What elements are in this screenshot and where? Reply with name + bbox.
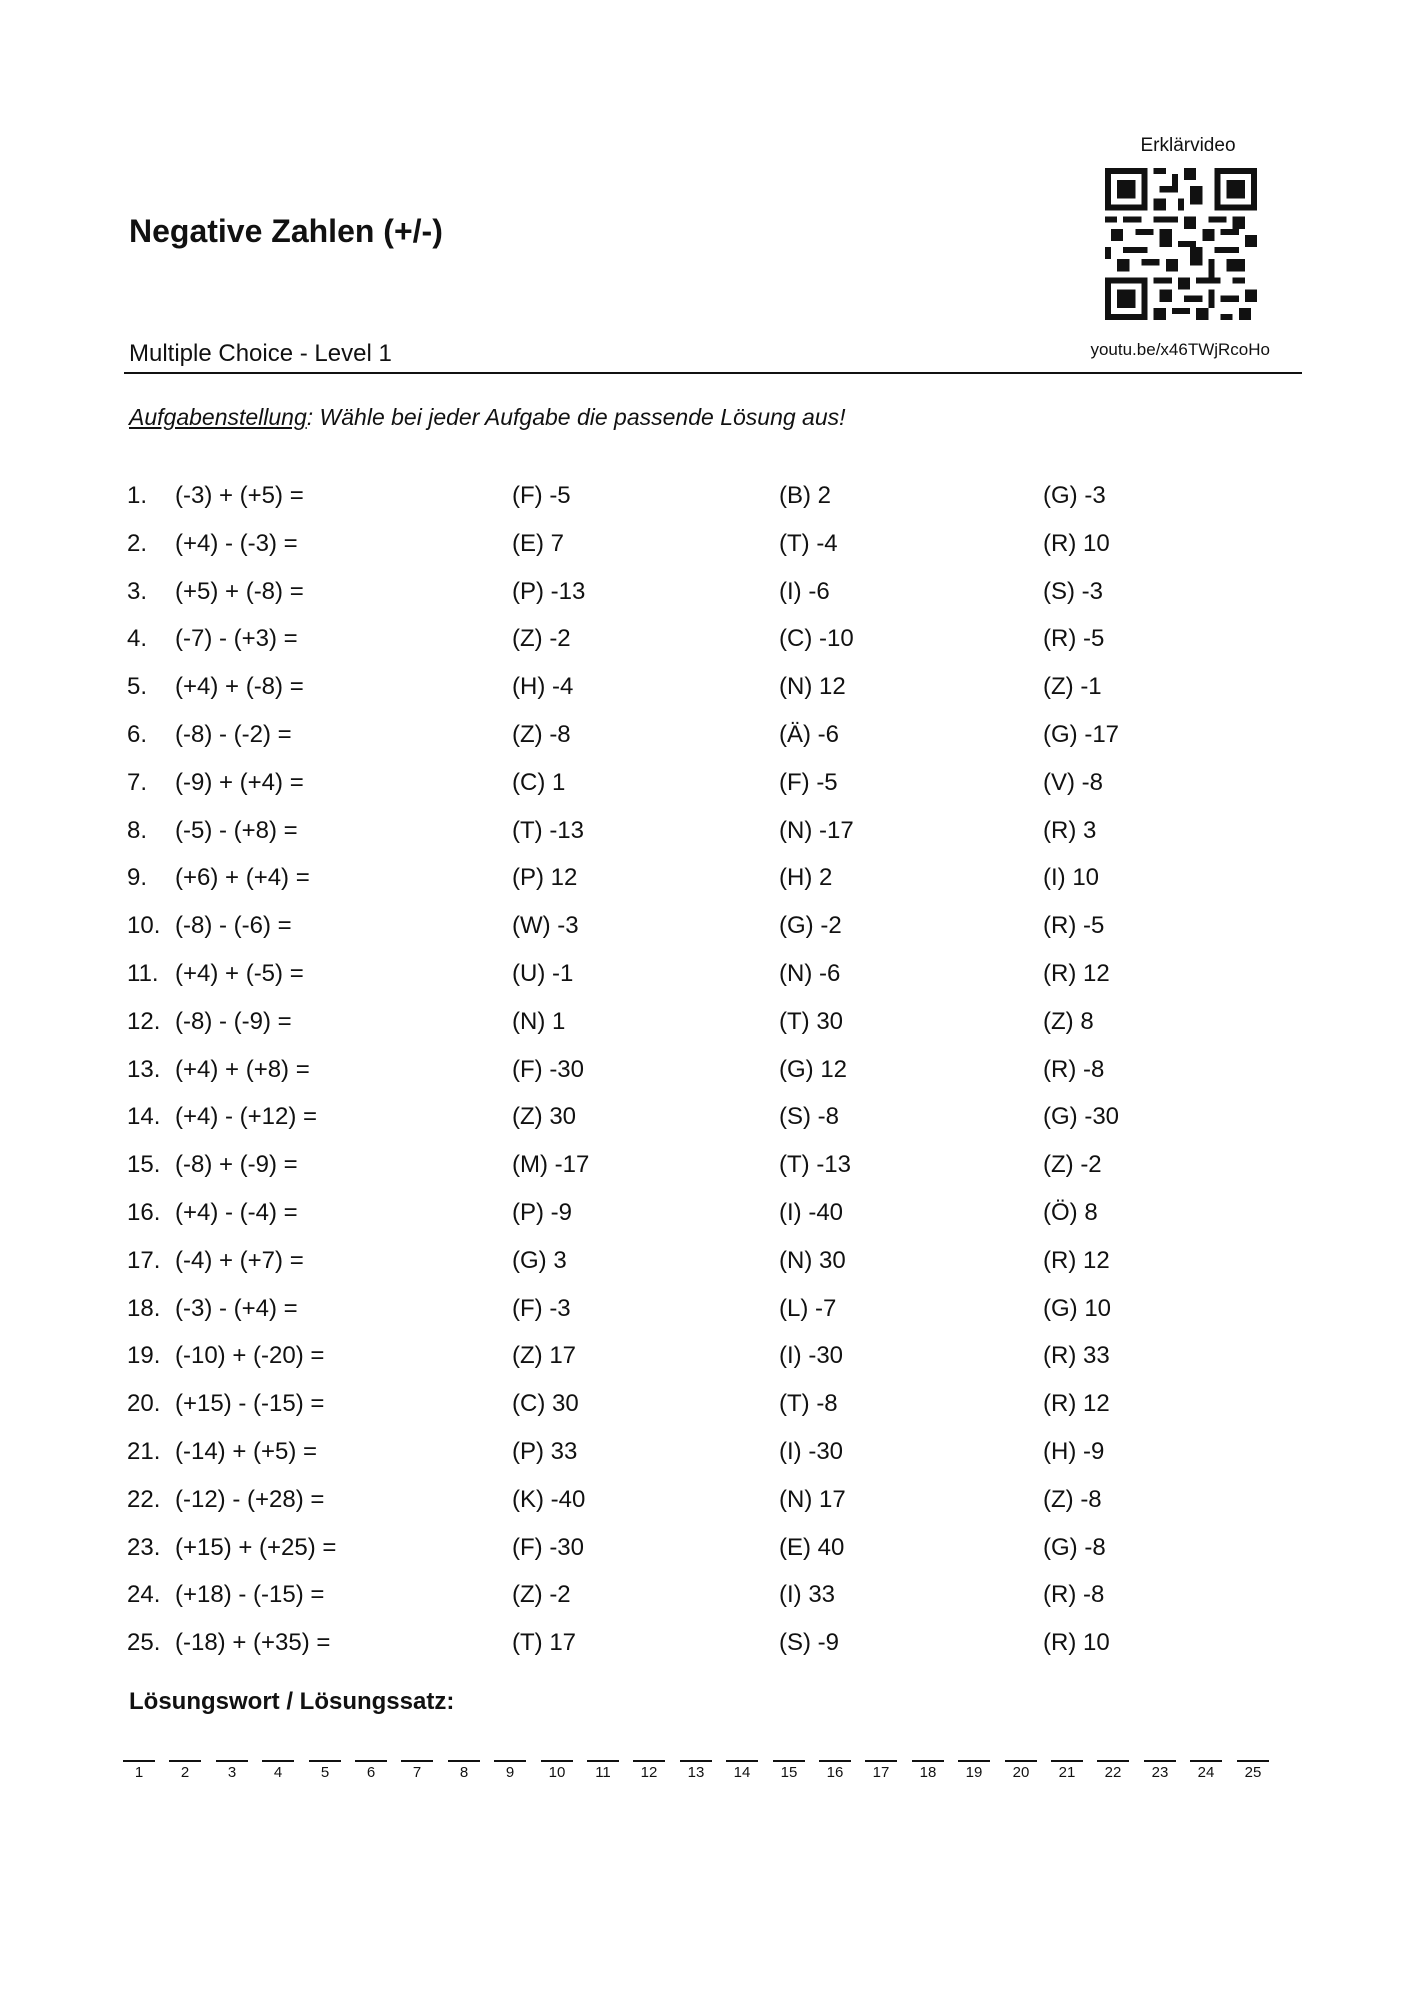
answer-option[interactable]: (F) -5 bbox=[512, 482, 571, 509]
answer-option[interactable]: (G) -30 bbox=[1043, 1103, 1120, 1130]
slot-number: 11 bbox=[595, 1764, 611, 1781]
slot-number: 10 bbox=[548, 1764, 566, 1781]
header-divider bbox=[124, 372, 1302, 374]
solution-label: Lösungswort / Lösungssatz: bbox=[129, 1688, 455, 1715]
answer-option[interactable]: (Z) -1 bbox=[1043, 673, 1102, 700]
answer-option[interactable]: (Z) 30 bbox=[512, 1103, 577, 1130]
task-expression: (-7) - (+3) = bbox=[175, 625, 298, 652]
task-number: 8. bbox=[127, 817, 148, 844]
solution-slot[interactable] bbox=[680, 1748, 712, 1782]
solution-slot[interactable] bbox=[262, 1748, 294, 1782]
task-row bbox=[0, 1336, 1414, 1376]
answer-option[interactable]: (H) 2 bbox=[779, 864, 833, 891]
slot-number: 1 bbox=[134, 1764, 144, 1781]
task-number: 19. bbox=[127, 1342, 161, 1369]
solution-slot[interactable] bbox=[355, 1748, 387, 1782]
answer-option[interactable]: (R) 3 bbox=[1043, 817, 1097, 844]
task-expression: (-9) + (+4) = bbox=[175, 769, 304, 796]
answer-option[interactable]: (N) 1 bbox=[512, 1008, 566, 1035]
answer-option[interactable]: (G) -3 bbox=[1043, 482, 1106, 509]
answer-option[interactable]: (G) -2 bbox=[779, 912, 842, 939]
answer-option[interactable]: (P) 12 bbox=[512, 864, 578, 891]
answer-option[interactable]: (E) 7 bbox=[512, 530, 565, 557]
answer-option[interactable]: (V) -8 bbox=[1043, 769, 1103, 796]
task-expression: (+4) + (-8) = bbox=[175, 673, 304, 700]
task-expression: (-5) - (+8) = bbox=[175, 817, 298, 844]
answer-option[interactable]: (N) 12 bbox=[779, 673, 846, 700]
task-expression: (+4) + (-5) = bbox=[175, 960, 304, 987]
answer-option[interactable]: (M) -17 bbox=[512, 1151, 590, 1178]
task-number: 20. bbox=[127, 1390, 161, 1417]
solution-slot[interactable] bbox=[1005, 1748, 1037, 1782]
task-number: 11. bbox=[127, 960, 159, 987]
slot-line bbox=[773, 1760, 805, 1762]
solution-slot[interactable] bbox=[865, 1748, 897, 1782]
answer-option[interactable]: (I) -30 bbox=[779, 1438, 844, 1465]
solution-slot[interactable] bbox=[448, 1748, 480, 1782]
answer-option[interactable]: (Ö) 8 bbox=[1043, 1199, 1098, 1226]
slot-number: 21 bbox=[1058, 1764, 1076, 1781]
task-number: 4. bbox=[127, 625, 148, 652]
slot-number: 23 bbox=[1151, 1764, 1169, 1781]
answer-option[interactable]: (R) 12 bbox=[1043, 960, 1110, 987]
task-number: 9. bbox=[127, 864, 148, 891]
solution-slot[interactable] bbox=[1144, 1748, 1176, 1782]
task-number: 2. bbox=[127, 530, 148, 557]
slot-number: 24 bbox=[1197, 1764, 1215, 1781]
answer-option[interactable]: (R) -5 bbox=[1043, 912, 1105, 939]
task-number: 21. bbox=[127, 1438, 161, 1465]
slot-line bbox=[726, 1760, 758, 1762]
slot-line bbox=[1144, 1760, 1176, 1762]
task-row bbox=[0, 1384, 1414, 1424]
solution-slot[interactable] bbox=[587, 1748, 619, 1782]
answer-option[interactable]: (G) 10 bbox=[1043, 1295, 1112, 1322]
answer-option[interactable]: (I) -30 bbox=[779, 1342, 844, 1369]
answer-option[interactable]: (C) -10 bbox=[779, 625, 854, 652]
answer-option[interactable]: (W) -3 bbox=[512, 912, 579, 939]
task-number: 17. bbox=[127, 1247, 161, 1274]
slot-line bbox=[633, 1760, 665, 1762]
task-row bbox=[0, 858, 1414, 898]
slot-number: 13 bbox=[687, 1764, 705, 1781]
slot-line bbox=[819, 1760, 851, 1762]
answer-option[interactable]: (P) 33 bbox=[512, 1438, 578, 1465]
task-row bbox=[0, 1145, 1414, 1185]
task-expression: (-10) + (-20) = bbox=[175, 1342, 325, 1369]
answer-option[interactable]: (R) 10 bbox=[1043, 1629, 1110, 1656]
solution-slot[interactable] bbox=[401, 1748, 433, 1782]
slot-number: 17 bbox=[872, 1764, 890, 1781]
task-expression: (-4) + (+7) = bbox=[175, 1247, 304, 1274]
instruction-label: Aufgabenstellung bbox=[129, 404, 307, 430]
slot-number: 14 bbox=[733, 1764, 751, 1781]
answer-option[interactable]: (S) -8 bbox=[779, 1103, 839, 1130]
task-row bbox=[0, 1575, 1414, 1615]
qr-code-icon[interactable] bbox=[1105, 168, 1257, 320]
slot-number: 18 bbox=[919, 1764, 937, 1781]
slot-line bbox=[1190, 1760, 1222, 1762]
task-expression: (+4) - (+12) = bbox=[175, 1103, 318, 1130]
task-row bbox=[0, 1241, 1414, 1281]
task-expression: (-12) - (+28) = bbox=[175, 1486, 325, 1513]
slot-line bbox=[912, 1760, 944, 1762]
task-number: 15. bbox=[127, 1151, 161, 1178]
slot-line bbox=[448, 1760, 480, 1762]
slot-number: 3 bbox=[227, 1764, 237, 1781]
answer-option[interactable]: (Z) 8 bbox=[1043, 1008, 1094, 1035]
slot-number: 5 bbox=[320, 1764, 330, 1781]
answer-option[interactable]: (Z) -8 bbox=[512, 721, 571, 748]
task-row bbox=[0, 476, 1414, 516]
task-row bbox=[0, 715, 1414, 755]
slot-number: 9 bbox=[505, 1764, 515, 1781]
answer-option[interactable]: (R) 12 bbox=[1043, 1390, 1110, 1417]
answer-option[interactable]: (E) 40 bbox=[779, 1534, 845, 1561]
page-title: Negative Zahlen (+/-) bbox=[129, 213, 443, 249]
task-expression: (+4) + (+8) = bbox=[175, 1056, 310, 1083]
solution-slot[interactable] bbox=[1097, 1748, 1129, 1782]
task-expression: (-8) - (-2) = bbox=[175, 721, 292, 748]
answer-option[interactable]: (C) 30 bbox=[512, 1390, 579, 1417]
slot-line bbox=[541, 1760, 573, 1762]
answer-option[interactable]: (G) -17 bbox=[1043, 721, 1120, 748]
task-row bbox=[0, 1480, 1414, 1520]
task-row bbox=[0, 811, 1414, 851]
task-row bbox=[0, 1097, 1414, 1137]
answer-option[interactable]: (P) -9 bbox=[512, 1199, 572, 1226]
answer-option[interactable]: (Z) 17 bbox=[512, 1342, 577, 1369]
task-row bbox=[0, 619, 1414, 659]
answer-option[interactable]: (Z) -2 bbox=[512, 1581, 571, 1608]
solution-slot[interactable] bbox=[216, 1748, 248, 1782]
slot-line bbox=[1005, 1760, 1037, 1762]
task-row bbox=[0, 1002, 1414, 1042]
task-row bbox=[0, 1528, 1414, 1568]
answer-option[interactable]: (R) -8 bbox=[1043, 1581, 1105, 1608]
answer-option[interactable]: (B) 2 bbox=[779, 482, 832, 509]
instruction-text: : Wähle bei jeder Aufgabe die passende Lösung aus! bbox=[306, 404, 846, 430]
solution-slot[interactable] bbox=[958, 1748, 990, 1782]
task-row bbox=[0, 1050, 1414, 1090]
answer-option[interactable]: (F) -3 bbox=[512, 1295, 571, 1322]
slot-line bbox=[123, 1760, 155, 1762]
slot-line bbox=[680, 1760, 712, 1762]
slot-number: 4 bbox=[273, 1764, 283, 1781]
slot-number: 7 bbox=[412, 1764, 422, 1781]
solution-slot[interactable] bbox=[1237, 1748, 1269, 1782]
answer-option[interactable]: (R) 10 bbox=[1043, 530, 1110, 557]
slot-line bbox=[169, 1760, 201, 1762]
task-expression: (-18) + (+35) = bbox=[175, 1629, 331, 1656]
video-link[interactable]: youtu.be/x46TWjRcoHo bbox=[1090, 340, 1270, 359]
slot-line bbox=[958, 1760, 990, 1762]
slot-line bbox=[216, 1760, 248, 1762]
instruction bbox=[129, 404, 846, 431]
task-row bbox=[0, 1289, 1414, 1329]
slot-line bbox=[355, 1760, 387, 1762]
answer-option[interactable]: (R) -5 bbox=[1043, 625, 1105, 652]
task-number: 13. bbox=[127, 1056, 161, 1083]
slot-number: 15 bbox=[780, 1764, 798, 1781]
solution-blanks bbox=[0, 1748, 1414, 1788]
solution-slot[interactable] bbox=[726, 1748, 758, 1782]
slot-number: 6 bbox=[366, 1764, 376, 1781]
task-expression: (+15) - (-15) = bbox=[175, 1390, 325, 1417]
task-expression: (+18) - (-15) = bbox=[175, 1581, 325, 1608]
task-expression: (+4) - (-4) = bbox=[175, 1199, 298, 1226]
task-expression: (+15) + (+25) = bbox=[175, 1534, 337, 1561]
task-number: 7. bbox=[127, 769, 148, 796]
answer-option[interactable]: (C) 1 bbox=[512, 769, 566, 796]
task-row bbox=[0, 1623, 1414, 1663]
solution-slot[interactable] bbox=[1190, 1748, 1222, 1782]
slot-line bbox=[1097, 1760, 1129, 1762]
answer-option[interactable]: (Z) -2 bbox=[512, 625, 571, 652]
task-expression: (-8) - (-9) = bbox=[175, 1008, 292, 1035]
answer-option[interactable]: (T) 17 bbox=[512, 1629, 577, 1656]
answer-option[interactable]: (I) 10 bbox=[1043, 864, 1100, 891]
task-number: 6. bbox=[127, 721, 148, 748]
solution-slot[interactable] bbox=[912, 1748, 944, 1782]
solution-slot[interactable] bbox=[494, 1748, 526, 1782]
task-expression: (-14) + (+5) = bbox=[175, 1438, 318, 1465]
slot-line bbox=[494, 1760, 526, 1762]
page-subtitle: Multiple Choice - Level 1 bbox=[129, 340, 392, 367]
answer-option[interactable]: (F) -30 bbox=[512, 1056, 584, 1083]
slot-number: 8 bbox=[459, 1764, 469, 1781]
answer-option[interactable]: (N) -6 bbox=[779, 960, 841, 987]
answer-option[interactable]: (F) -5 bbox=[779, 769, 838, 796]
answer-option[interactable]: (Ä) -6 bbox=[779, 721, 839, 748]
task-row bbox=[0, 906, 1414, 946]
answer-option[interactable]: (L) -7 bbox=[779, 1295, 837, 1322]
answer-option[interactable]: (I) -40 bbox=[779, 1199, 844, 1226]
task-expression: (+6) + (+4) = bbox=[175, 864, 310, 891]
task-row bbox=[0, 1432, 1414, 1472]
answer-option[interactable]: (F) -30 bbox=[512, 1534, 584, 1561]
slot-line bbox=[1051, 1760, 1083, 1762]
solution-slot[interactable] bbox=[633, 1748, 665, 1782]
task-row bbox=[0, 524, 1414, 564]
solution-slot[interactable] bbox=[309, 1748, 341, 1782]
answer-option[interactable]: (H) -9 bbox=[1043, 1438, 1105, 1465]
answer-option[interactable]: (K) -40 bbox=[512, 1486, 586, 1513]
task-row bbox=[0, 572, 1414, 612]
solution-slot[interactable] bbox=[541, 1748, 573, 1782]
answer-option[interactable]: (I) -6 bbox=[779, 578, 830, 605]
answer-option[interactable]: (T) -13 bbox=[512, 817, 584, 844]
slot-line bbox=[1237, 1760, 1269, 1762]
answer-option[interactable]: (R) 33 bbox=[1043, 1342, 1110, 1369]
slot-line bbox=[587, 1760, 619, 1762]
slot-line bbox=[262, 1760, 294, 1762]
task-number: 1. bbox=[127, 482, 148, 509]
task-number: 10. bbox=[127, 912, 161, 939]
answer-option[interactable]: (Z) -8 bbox=[1043, 1486, 1102, 1513]
solution-slot[interactable] bbox=[819, 1748, 851, 1782]
answer-option[interactable]: (R) 12 bbox=[1043, 1247, 1110, 1274]
answer-option[interactable]: (G) 3 bbox=[512, 1247, 567, 1274]
task-expression: (-8) + (-9) = bbox=[175, 1151, 298, 1178]
answer-option[interactable]: (S) -3 bbox=[1043, 578, 1103, 605]
task-number: 18. bbox=[127, 1295, 161, 1322]
task-number: 22. bbox=[127, 1486, 161, 1513]
solution-slot[interactable] bbox=[1051, 1748, 1083, 1782]
answer-option[interactable]: (H) -4 bbox=[512, 673, 574, 700]
answer-option[interactable]: (T) 30 bbox=[779, 1008, 844, 1035]
slot-number: 22 bbox=[1104, 1764, 1122, 1781]
slot-line bbox=[865, 1760, 897, 1762]
answer-option[interactable]: (N) 30 bbox=[779, 1247, 846, 1274]
qr-caption: Erklärvideo bbox=[1140, 135, 1236, 156]
task-row bbox=[0, 954, 1414, 994]
solution-slot[interactable] bbox=[169, 1748, 201, 1782]
answer-option[interactable]: (S) -9 bbox=[779, 1629, 839, 1656]
task-number: 23. bbox=[127, 1534, 161, 1561]
slot-number: 19 bbox=[965, 1764, 983, 1781]
task-expression: (-3) + (+5) = bbox=[175, 482, 304, 509]
solution-slot[interactable] bbox=[123, 1748, 155, 1782]
slot-number: 16 bbox=[826, 1764, 844, 1781]
answer-option[interactable]: (N) -17 bbox=[779, 817, 854, 844]
answer-option[interactable]: (Z) -2 bbox=[1043, 1151, 1102, 1178]
task-row bbox=[0, 763, 1414, 803]
slot-number: 2 bbox=[180, 1764, 190, 1781]
task-number: 14. bbox=[127, 1103, 161, 1130]
slot-number: 20 bbox=[1012, 1764, 1030, 1781]
answer-option[interactable]: (T) -13 bbox=[779, 1151, 851, 1178]
answer-option[interactable]: (R) -8 bbox=[1043, 1056, 1105, 1083]
answer-option[interactable]: (G) -8 bbox=[1043, 1534, 1106, 1561]
answer-option[interactable]: (G) 12 bbox=[779, 1056, 848, 1083]
task-expression: (-3) - (+4) = bbox=[175, 1295, 298, 1322]
task-number: 16. bbox=[127, 1199, 161, 1226]
task-number: 5. bbox=[127, 673, 148, 700]
task-number: 12. bbox=[127, 1008, 161, 1035]
task-number: 24. bbox=[127, 1581, 161, 1608]
task-expression: (-8) - (-6) = bbox=[175, 912, 292, 939]
answer-option[interactable]: (U) -1 bbox=[512, 960, 574, 987]
answer-option[interactable]: (N) 17 bbox=[779, 1486, 846, 1513]
task-expression: (+4) - (-3) = bbox=[175, 530, 298, 557]
task-row bbox=[0, 667, 1414, 707]
task-number: 25. bbox=[127, 1629, 161, 1656]
task-number: 3. bbox=[127, 578, 148, 605]
answer-option[interactable]: (I) 33 bbox=[779, 1581, 836, 1608]
answer-option[interactable]: (T) -4 bbox=[779, 530, 838, 557]
slot-number: 25 bbox=[1244, 1764, 1262, 1781]
slot-line bbox=[309, 1760, 341, 1762]
slot-line bbox=[401, 1760, 433, 1762]
task-row bbox=[0, 1193, 1414, 1233]
task-expression: (+5) + (-8) = bbox=[175, 578, 304, 605]
answer-option[interactable]: (P) -13 bbox=[512, 578, 586, 605]
solution-slot[interactable] bbox=[773, 1748, 805, 1782]
answer-option[interactable]: (T) -8 bbox=[779, 1390, 838, 1417]
slot-number: 12 bbox=[640, 1764, 658, 1781]
